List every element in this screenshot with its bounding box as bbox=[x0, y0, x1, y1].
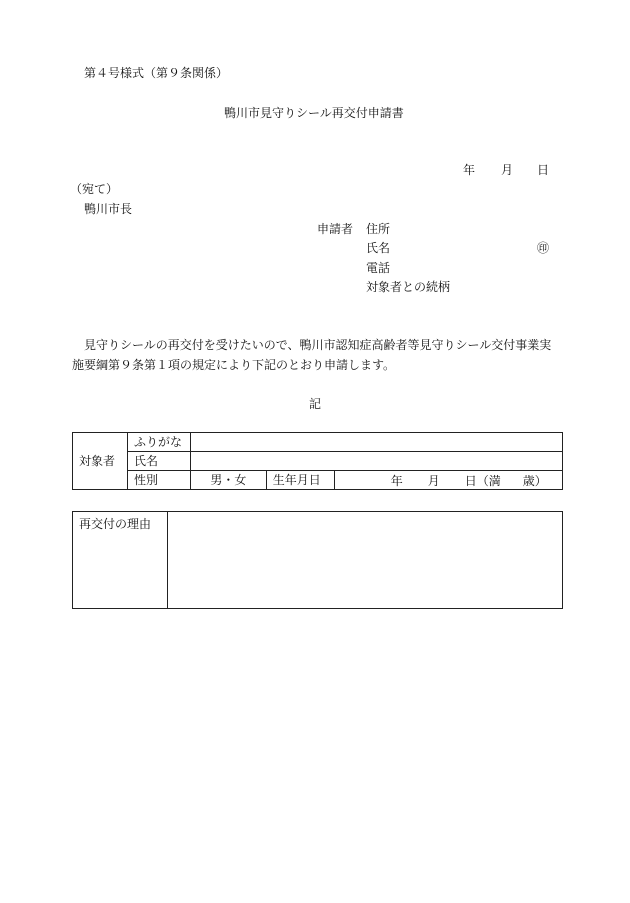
reason-field[interactable] bbox=[167, 512, 562, 609]
dob-label: 生年月日 bbox=[266, 471, 334, 490]
dob-month: 月 bbox=[427, 474, 440, 488]
gender-label: 性別 bbox=[127, 471, 190, 490]
ki-heading: 記 bbox=[309, 397, 322, 411]
reason-label: 再交付の理由 bbox=[73, 512, 168, 609]
gender-options[interactable]: 男・女 bbox=[190, 471, 266, 490]
body-text-line1: 見守りシールの再交付を受けたいので、鴨川市認知症高齢者等見守りシール交付事業実 bbox=[84, 338, 552, 352]
dob-field[interactable] bbox=[334, 471, 562, 490]
furigana-field[interactable] bbox=[190, 433, 562, 452]
document-title: 鴨川市見守りシール再交付申請書 bbox=[224, 106, 404, 120]
subject-row-header: 対象者 bbox=[73, 433, 128, 490]
name-label: 氏名 bbox=[366, 241, 391, 255]
dob-age: 歳） bbox=[522, 474, 547, 488]
addressee-name: 鴨川市長 bbox=[84, 202, 133, 216]
subject-table bbox=[72, 432, 563, 490]
subject-name-label: 氏名 bbox=[127, 452, 190, 471]
address-label: 住所 bbox=[366, 222, 391, 236]
phone-label: 電話 bbox=[366, 261, 391, 275]
seal-mark: ㊞ bbox=[537, 241, 550, 255]
relation-label: 対象者との続柄 bbox=[366, 280, 451, 294]
date-year: 年 bbox=[463, 163, 476, 177]
form-number: 第４号様式（第９条関係） bbox=[84, 66, 229, 80]
furigana-label: ふりがな bbox=[127, 433, 190, 452]
date-day: 日 bbox=[537, 163, 550, 177]
body-text-line2: 施要綱第９条第１項の規定により下記のとおり申請します。 bbox=[72, 358, 396, 372]
dob-year: 年 bbox=[390, 474, 403, 488]
subject-name-field[interactable] bbox=[190, 452, 562, 471]
date-month: 月 bbox=[501, 163, 514, 177]
reason-table bbox=[72, 511, 563, 609]
dob-day: 日（満 bbox=[464, 474, 501, 488]
addressee-prefix: （宛て） bbox=[70, 182, 119, 196]
applicant-label: 申請者 bbox=[317, 222, 354, 236]
